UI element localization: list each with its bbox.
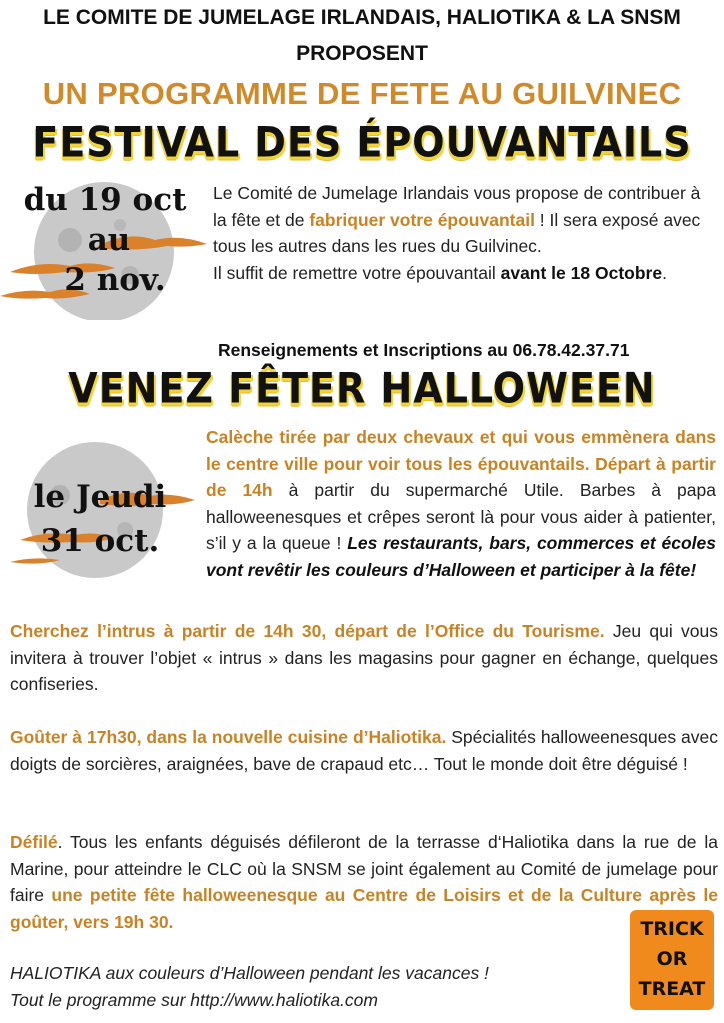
- intrus-paragraph: [10, 618, 718, 698]
- halloween-dates: [15, 475, 185, 563]
- defile-highlight: Défilé: [10, 832, 58, 852]
- intrus-highlight: Cherchez l’intrus à partir de 14h 30, départ de l’Office du Tourisme.: [10, 621, 605, 641]
- festival-heading: FESTIVAL DES ÉPOUVANTAILS: [32, 117, 692, 167]
- treat-label: TREAT: [638, 978, 706, 1000]
- festival-text: [213, 180, 708, 286]
- footer: [10, 960, 610, 1013]
- festival-date-start: du 19 oct: [23, 182, 187, 218]
- halloween-text: [206, 424, 716, 583]
- defile-paragraph: [10, 829, 718, 935]
- festival-highlight: fabriquer votre épouvantail: [309, 209, 535, 230]
- page-title: UN PROGRAMME DE FETE AU GUILVINEC: [42, 76, 682, 111]
- caleche-text: Calèche tirée par deux chevaux et qui vous emmènera dans le centre ville pour voir tous les épouvantails.: [206, 427, 716, 474]
- trick-or-treat-badge: [630, 910, 714, 1010]
- trick-label: TRICK: [640, 918, 704, 940]
- or-label: OR: [656, 948, 688, 970]
- festival-text-d: Il suffit de remettre votre épouvantail: [213, 262, 501, 283]
- festival-contact: Renseignements et Inscriptions au 06.78.42.37.71: [218, 340, 630, 360]
- defile-highlight-2: une petite fête halloweenesque au Centre de Loisirs et de la Culture après le goûter, vers 19h 30.: [10, 885, 718, 932]
- gouter-highlight: Goûter à 17h30, dans la nouvelle cuisine d’Haliotika.: [10, 727, 447, 747]
- intrus-text: Jeu qui vous invitera à trouver l’objet « intrus » dans les magasins pour gagner en échange, quelques confiseries.: [10, 621, 718, 694]
- gouter-paragraph: [10, 724, 718, 777]
- festival-dates: [20, 180, 190, 300]
- defile-text: . Tous les enfants déguisés défileront de la terrasse d‘Haliotika dans la rue de la Marine, pour atteindre le CLC où la SNSM se joint également au Comité de jumelage pour faire: [10, 832, 718, 905]
- restaurants-text: Les restaurants, bars, commerces et écoles vont revêtir les couleurs d’Halloween et participer à la fête!: [206, 533, 716, 580]
- festival-date-au: au: [87, 222, 131, 258]
- footer-line-2: Tout le programme sur http://www.haliotika.com: [10, 989, 378, 1010]
- festival-text-c: ! Il sera exposé avec tous les autres dans les rues du Guilvinec.: [213, 209, 701, 256]
- caleche-location: à partir du supermarché Utile.: [272, 480, 564, 500]
- festival-text-f: .: [662, 262, 667, 283]
- festival-deadline: avant le 18 Octobre: [500, 262, 663, 283]
- festival-date-end: 2 nov.: [64, 262, 166, 298]
- header-line-1: LE COMITE DE JUMELAGE IRLANDAIS, HALIOTIKA & LA SNSM: [43, 6, 681, 29]
- caleche-depart: Départ à partir de 14h: [206, 453, 716, 500]
- footer-line-1: HALIOTIKA aux couleurs d’Halloween pendant les vacances !: [10, 963, 489, 983]
- halloween-date-day: le Jeudi: [33, 479, 167, 515]
- header-line-2: PROPOSENT: [296, 42, 428, 65]
- barbes-text: Barbes à papa halloweenesques et crêpes seront là pour vous aider à patienter, s’il y a la queue !: [206, 480, 716, 553]
- festival-text-a: Le Comité de Jumelage Irlandais vous propose de contribuer à la fête et de: [213, 183, 701, 230]
- gouter-text: Spécialités halloweenesques avec doigts de sorcières, araignées, bave de crapaud etc… Tout le monde doit être déguisé !: [10, 727, 718, 774]
- halloween-date-date: 31 oct.: [40, 523, 160, 559]
- halloween-heading: VENEZ FÊTER HALLOWEEN: [68, 363, 656, 413]
